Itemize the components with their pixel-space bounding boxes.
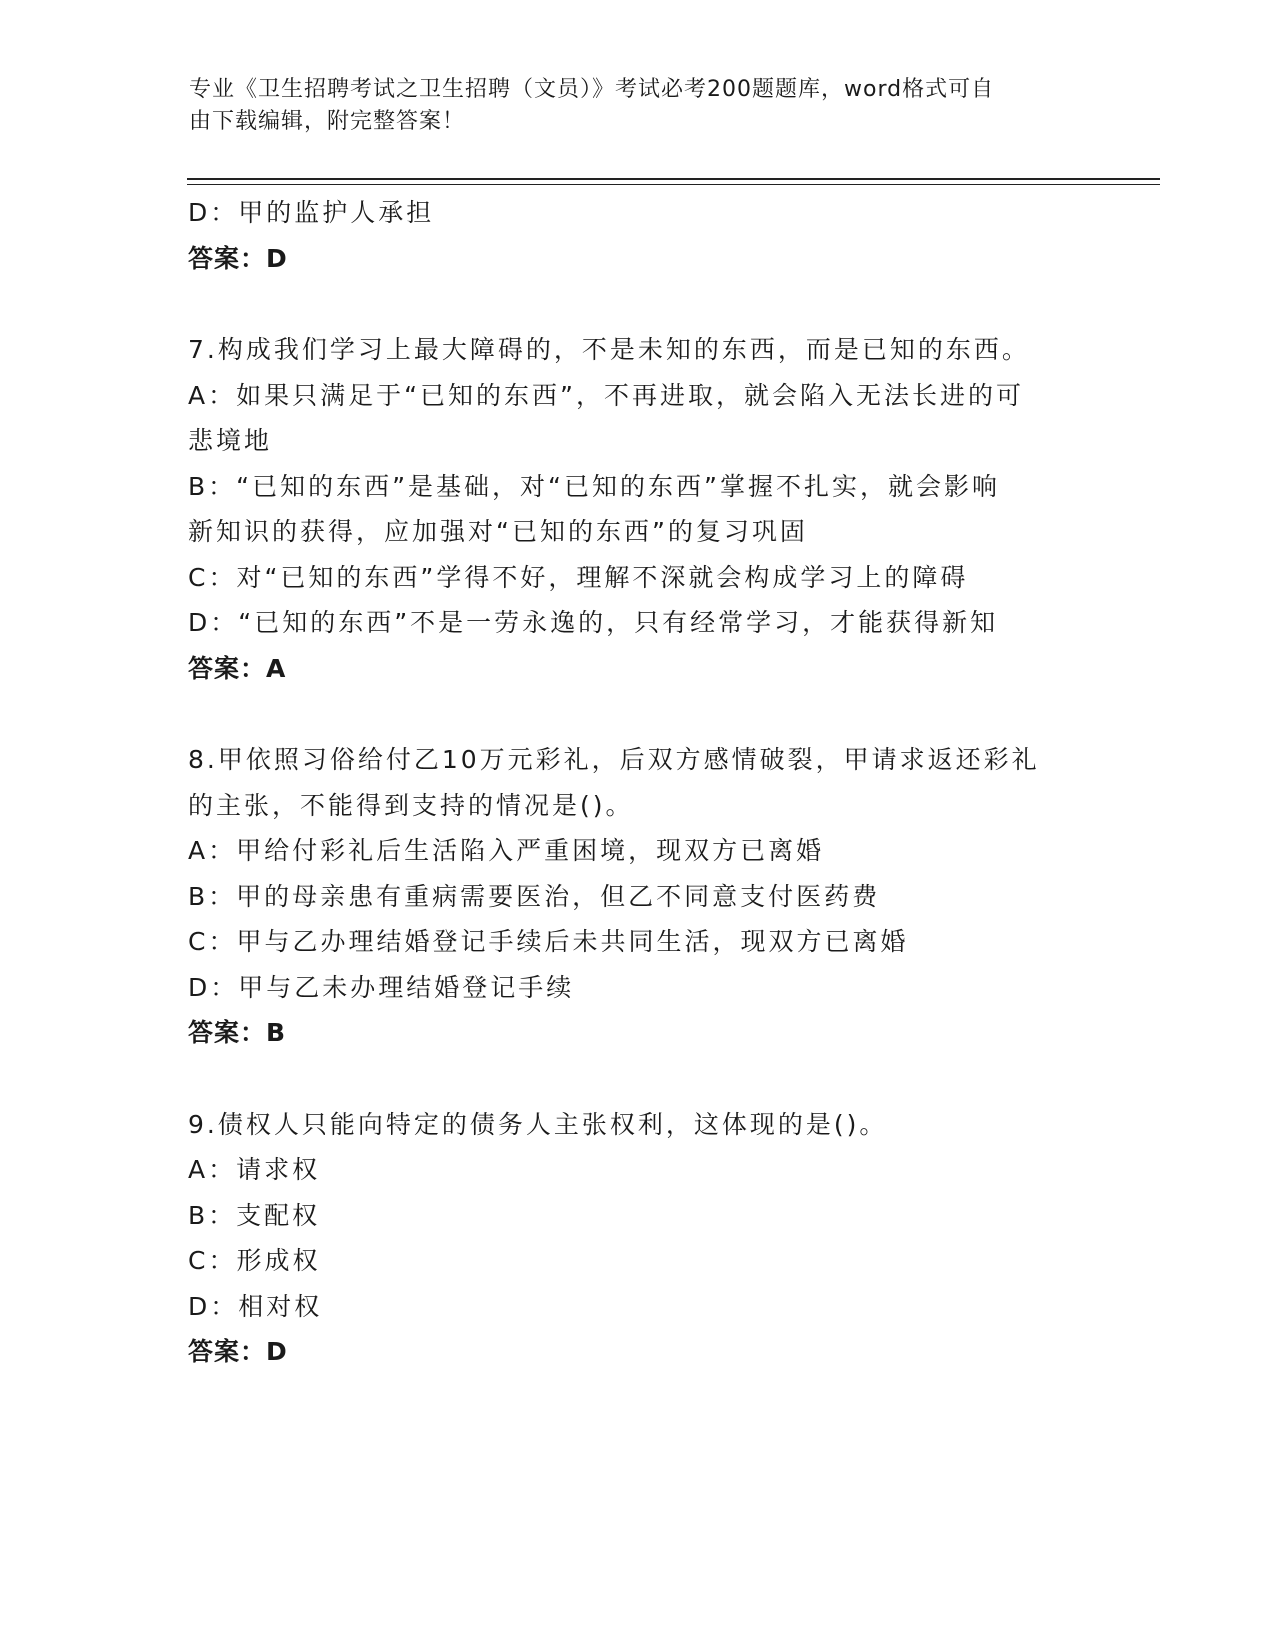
- option-c: C：形成权: [188, 1246, 321, 1275]
- option-b: B：支配权: [188, 1200, 321, 1230]
- option-a: A：请求权: [188, 1155, 321, 1184]
- option-b-continued: 新知识的获得，应加强对“已知的东西”的复习巩固: [188, 517, 808, 546]
- option-a: A：甲给付彩礼后生活陷入严重困境，现双方已离婚: [188, 836, 825, 865]
- option-d: D：甲与乙未办理结婚登记手续: [188, 972, 575, 1002]
- option-d: D：甲的监护人承担: [188, 198, 435, 227]
- spacer: [188, 281, 1088, 327]
- option-d: D：相对权: [188, 1291, 323, 1321]
- question-stem-continued: 的主张，不能得到支持的情况是()。: [188, 790, 634, 820]
- answer: 答案：D: [188, 1337, 288, 1366]
- question-stem: 7.构成我们学习上最大障碍的，不是未知的东西，而是已知的东西。: [188, 335, 1030, 364]
- answer: 答案：D: [188, 243, 288, 273]
- option-d: D：“已知的东西”不是一劳永逸的，只有经常学习，才能获得新知: [188, 608, 999, 637]
- header-divider-thin: [187, 184, 1160, 185]
- question-list: [188, 190, 1088, 1375]
- option-a: A：如果只满足于“已知的东西”，不再进取，就会陷入无法长进的可: [188, 380, 1025, 410]
- answer: 答案：B: [188, 1018, 287, 1047]
- question-6-tail: [188, 190, 1088, 281]
- answer: 答案：A: [188, 653, 287, 683]
- question-9: [188, 1102, 1088, 1375]
- spacer: [188, 691, 1088, 737]
- option-b: B：甲的母亲患有重病需要医治，但乙不同意支付医药费: [188, 881, 881, 911]
- option-c: C：对“已知的东西”学得不好，理解不深就会构成学习上的障碍: [188, 562, 969, 592]
- question-stem: 8.甲依照习俗给付乙10万元彩礼，后双方感情破裂，甲请求返还彩礼: [188, 745, 1040, 774]
- header-title-line-1: 专业《卫生招聘考试之卫生招聘（文员）》考试必考200题题库，word格式可自: [189, 77, 995, 102]
- document-header: [189, 74, 1089, 138]
- option-c: C：甲与乙办理结婚登记手续后未共同生活，现双方已离婚: [188, 927, 909, 956]
- question-8: [188, 737, 1088, 1056]
- question-stem: 9.债权人只能向特定的债务人主张权利，这体现的是()。: [188, 1109, 888, 1139]
- option-b: B：“已知的东西”是基础，对“已知的东西”掌握不扎实，就会影响: [188, 471, 1000, 501]
- header-divider-thick: [187, 178, 1160, 180]
- header-title-line-2: 由下载编辑，附完整答案！: [189, 109, 466, 134]
- option-a-continued: 悲境地: [188, 426, 273, 455]
- spacer: [188, 1056, 1088, 1102]
- question-7: [188, 327, 1088, 691]
